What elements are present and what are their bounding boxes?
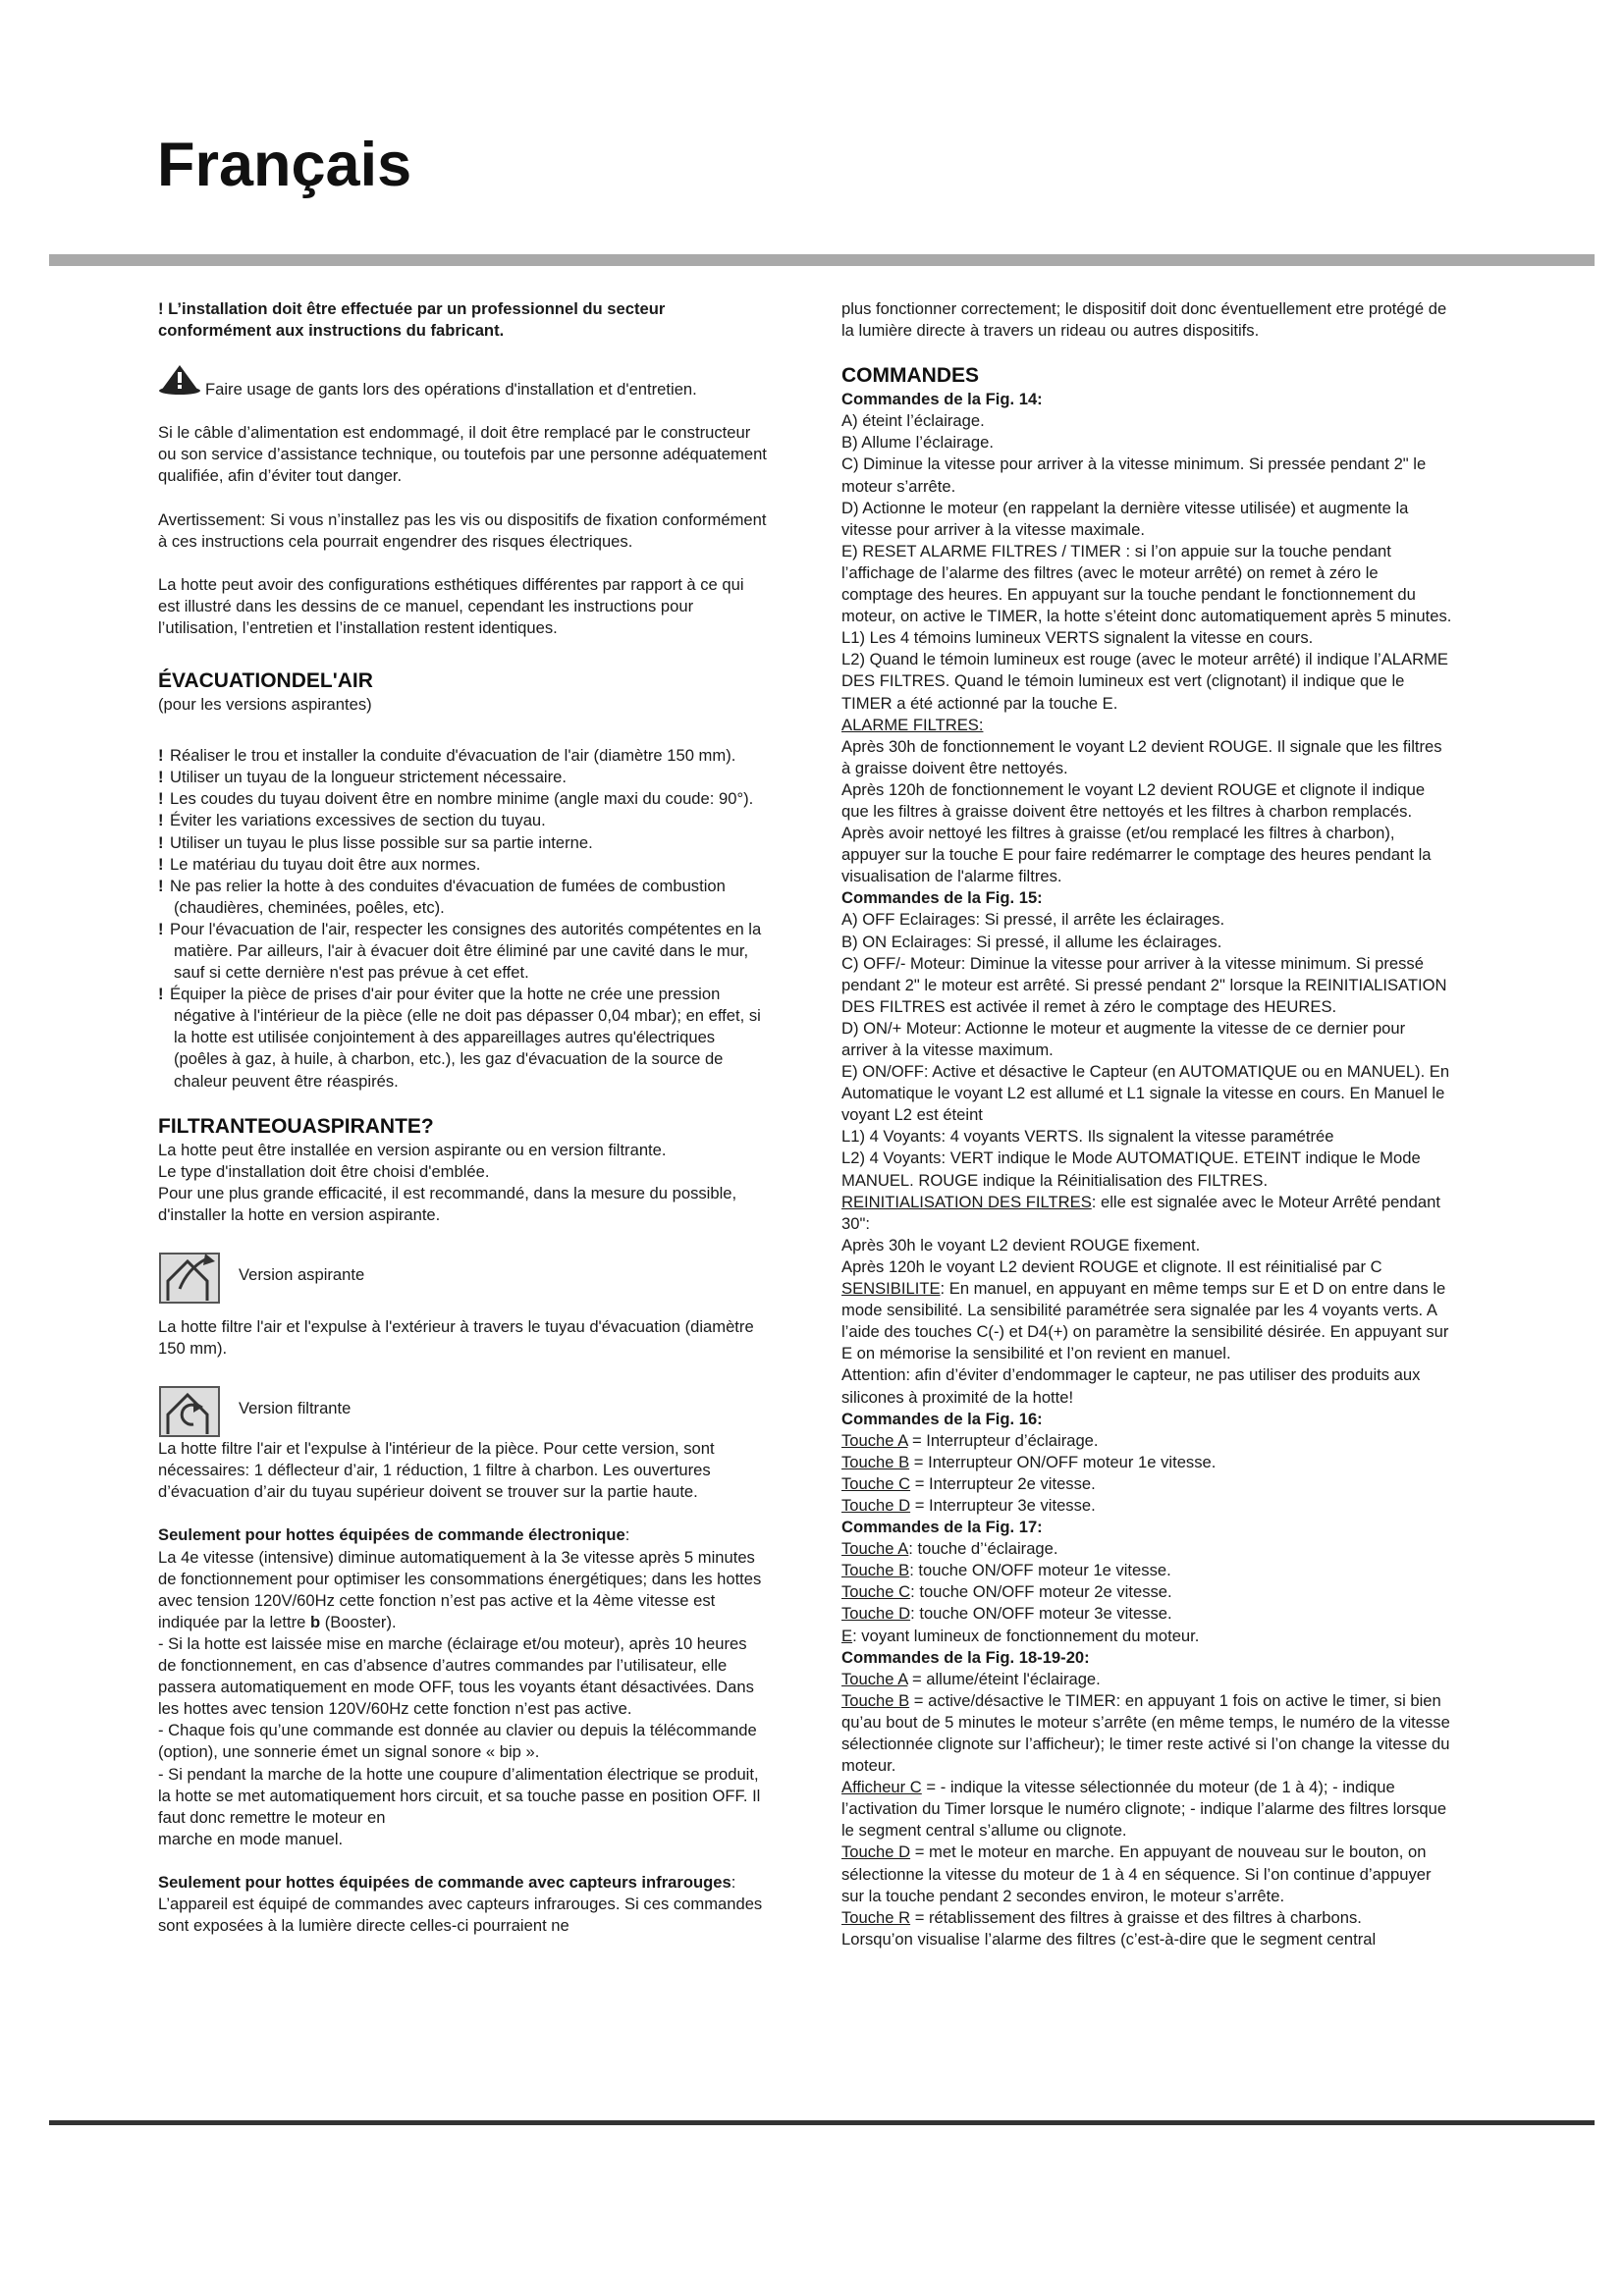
install-warning: ! L’installation doit être effectuée par un professionnel du secteur conformément aux instructions du fabricant. — [158, 299, 666, 341]
fig14-a: A) éteint l’éclairage. — [841, 411, 985, 431]
fig16-line: Touche C = Interrupteur 2e vitesse. — [841, 1473, 1096, 1493]
electronic-p3: - Chaque fois qu’une commande est donnée au clavier ou depuis la télécommande (option), une sonnerie émet un signal sonore « bip ». — [158, 1721, 757, 1762]
fig15-b: B) ON Eclairages: Si pressé, il allume les éclairages. — [841, 932, 1222, 951]
list-item: ! Éviter les variations excessives de section du tuyau. — [158, 811, 546, 830]
aspirante-label: Version aspirante — [239, 1264, 365, 1284]
fig15-a: A) OFF Eclairages: Si pressé, il arrête les éclairages. — [841, 910, 1225, 930]
infrared-heading: Seulement pour hottes équipées de commande avec capteurs infrarouges: — [158, 1872, 736, 1892]
filtrante-p3: Pour une plus grande efficacité, il est recommandé, dans la mesure du possible, d'installer la hotte en version aspirante. — [158, 1183, 737, 1224]
fig15-c: C) OFF/- Moteur: Diminue la vitesse pour arriver à la vitesse minimum. Si pressé pendant 2" le moteur est arrêté. Si pressé pendant 2" lorsque la REINITIALISATION DES FILTRES est activée il remet à zéro le comptage des HEURES. — [841, 953, 1447, 1016]
configs-paragraph: La hotte peut avoir des configurations esthétiques différentes par rapport à ce qui est illustré dans les dessins de ce manuel, cependant les instructions pour l’utilisation, l’entretien et l’installation restent identiques. — [158, 574, 744, 637]
aspirante-desc: La hotte filtre l'air et l'expulse à l'extérieur à travers le tuyau d'évacuation (diamètre 150 mm). — [158, 1317, 754, 1359]
list-item: ! Pour l'évacuation de l'air, respecter les consignes des autorités compétentes en la matière. Par ailleurs, l'air à évacuer doit être éliminé par une cavité dans le mur, sauf si cette dernière n'est pas prévue à cet effet. — [158, 919, 762, 983]
fig14-heading: Commandes de la Fig. 14: — [841, 390, 1043, 409]
list-item: ! Le matériau du tuyau doit être aux normes. — [158, 854, 481, 874]
page-title: Français — [157, 131, 412, 199]
list-item: ! Réaliser le trou et installer la conduite d'évacuation de l'air (diamètre 150 mm). — [158, 746, 736, 766]
filtrante-hood-icon — [158, 1379, 229, 1438]
fig16-line: Touche D = Interrupteur 3e vitesse. — [841, 1495, 1096, 1515]
fig18-line: Touche D = met le moteur en marche. En appuyant de nouveau sur le bouton, on sélectionne la vitesse du moteur de 1 à 4 en séquence. Si l’on continue d’appuyer sur la touche pendant 2 secondes environ, le moteur s’arrête. — [841, 1842, 1432, 1905]
fig14-d: D) Actionne le moteur (en rappelant la dernière vitesse utilisée) et augmente la vitesse pour arriver à la vitesse maximale. — [841, 498, 1409, 539]
filtrante-p2: Le type d'installation doit être choisi d'emblée. — [158, 1161, 490, 1181]
fig14-c: C) Diminue la vitesse pour arriver à la vitesse minimum. Si pressée pendant 2" le moteur s’arrête. — [841, 454, 1427, 496]
fig16-line: Touche A = Interrupteur d’éclairage. — [841, 1430, 1099, 1450]
fig14-e: E) RESET ALARME FILTRES / TIMER : si l’on appuie sur la touche pendant l’affichage de l’alarme des filtres (avec le moteur arrêté) on remet à zéro le comptage des heures. En appuyant sur la touche pendant le fonctionnement du moteur, on active le TIMER, la hotte s’éteint donc automatiquement après 5 minutes. — [841, 541, 1452, 626]
reinit-paragraph: REINITIALISATION DES FILTRES: elle est signalée avec le Moteur Arrêté pendant 30": — [841, 1192, 1440, 1233]
list-item: ! Équiper la pièce de prises d'air pour éviter que la hotte ne crée une pression négative à l'intérieur de la pièce (elle ne doit pas dépasser 0,04 mbar); en effet, si la hotte est utilisée conjointement à des appareillages autres qu'électriques (poêles à gaz, à huile, à charbon, etc.), les gaz d'évacuation de la source de chaleur peuvent être réaspirés. — [158, 985, 761, 1091]
sensibilite-paragraph: SENSIBILITE: En manuel, en appuyant en même temps sur E et D on entre dans le mode sensibilité. La sensibilité paramétrée sera signalée par les 4 voyants verts. A l’aide des touches C(-) et D4(+) on paramètre la sensibilité désirée. En appuyant sur E on mémorise la sensibilité et l’on revient en manuel. — [841, 1279, 1449, 1363]
fig15-d: D) ON/+ Moteur: Actionne le moteur et augmente la vitesse de ce dernier pour arriver à la vitesse maximum. — [841, 1018, 1406, 1059]
gloves-text: Faire usage de gants lors des opérations d'installation et d'entretien. — [205, 380, 697, 400]
evacuation-subtitle: (pour les versions aspirantes) — [158, 695, 372, 715]
fig14-b: B) Allume l’éclairage. — [841, 433, 994, 453]
evacuation-list — [158, 745, 767, 1093]
fig18-line: Touche B = active/désactive le TIMER: en appuyant 1 fois on active le timer, si bien qu’au bout de 5 minutes le moteur s’arrête (en même temps, le numéro de la vitesse sélectionnée clignote sur l’afficheur); le timer reste activé si l’on change la vitesse du moteur. — [841, 1690, 1450, 1776]
list-item: ! Utiliser un tuyau le plus lisse possible sur sa partie interne. — [158, 832, 593, 852]
fig18-line: Afficheur C = - indique la vitesse sélectionnée du moteur (de 1 à 4); - indique l’activation du Timer lorsque le numéro clignote; - indique l’alarme des filtres lorsque le segment central s’allume ou clignote. — [841, 1778, 1447, 1841]
warning-triangle-icon — [158, 363, 201, 400]
infrared-p: L’appareil est équipé de commandes avec capteurs infrarouges. Si ces commandes sont exposées à la lumière directe celles-ci pourraient ne — [158, 1894, 763, 1936]
alarm-p1: Après 30h de fonctionnement le voyant L2 devient ROUGE. Il signale que les filtres à graisse doivent être nettoyés. — [841, 736, 1442, 777]
fig14-l2: L2) Quand le témoin lumineux est rouge (avec le moteur arrêté) il indique l’ALARME DES FILTRES. Quand le témoin lumineux est vert (clignotant) il indique que le TIMER a été actionné par la touche E. — [841, 650, 1448, 713]
fig18-line: Touche R = rétablissement des filtres à graisse et des filtres à charbons. — [841, 1907, 1362, 1927]
fig17-line: Touche C: touche ON/OFF moteur 2e vitesse. — [841, 1582, 1172, 1602]
filtrante-figure — [158, 1379, 767, 1438]
fig14-l1: L1) Les 4 témoins lumineux VERTS signalent la vitesse en cours. — [841, 628, 1314, 648]
continued-paragraph: plus fonctionner correctement; le dispositif doit donc éventuellement etre protégé de la lumière directe à travers un rideau ou autres dispositifs. — [841, 299, 1447, 341]
fig15-e: E) ON/OFF: Active et désactive le Capteur (en AUTOMATIQUE ou en MANUEL). En Automatique le voyant L2 est allumé et L1 signale la vitesse en cours. En Manuel le voyant L2 est éteint — [841, 1062, 1450, 1125]
last-line: Lorsqu’on visualise l’alarme des filtres (c’est-à-dire que le segment central — [841, 1929, 1377, 1949]
cable-paragraph: Si le câble d’alimentation est endommagé, il doit être remplacé par le constructeur ou son service d’assistance technique, ou toutefois par une personne adéquatement qualifiée, afin d’éviter tout danger. — [158, 423, 767, 486]
electronic-p4: - Si pendant la marche de la hotte une coupure d’alimentation électrique se produit, la hotte se met automatiquement hors circuit, et sa touche passe en position OFF. Il faut donc remettre le moteur en — [158, 1764, 761, 1827]
alarm-p3: Après avoir nettoyé les filtres à graisse (et/ou remplacé les filtres à charbon), appuyer sur la touche E pour faire redémarrer le comptage des heures pendant la visualisation de l'alarme filtres. — [841, 824, 1432, 886]
fig17-line: E: voyant lumineux de fonctionnement du moteur. — [841, 1626, 1200, 1645]
alarm-heading: ALARME FILTRES: — [841, 715, 984, 734]
aspirante-figure — [158, 1246, 767, 1305]
fig15-l1: L1) 4 Voyants: 4 voyants VERTS. Ils signalent la vitesse paramétrée — [841, 1127, 1334, 1147]
attention-paragraph: Attention: afin d’éviter d’endommager le capteur, ne pas utiliser des produits aux silicones à proximité de la hotte! — [841, 1365, 1421, 1407]
fig16-line: Touche B = Interrupteur ON/OFF moteur 1e vitesse. — [841, 1452, 1217, 1471]
filtrante-heading: FILTRANTEOUASPIRANTE? — [158, 1114, 434, 1138]
evacuation-heading: ÉVACUATIONDEL'AIR — [158, 669, 373, 693]
alarm-p2: Après 120h de fonctionnement le voyant L2 devient ROUGE et clignote il indique que les filtres à graisse doivent être nettoyés et les filtres à charbon remplacés. — [841, 779, 1426, 821]
footer-rule — [49, 2120, 1595, 2125]
list-item: ! Les coudes du tuyau doivent être en nombre minime (angle maxi du coude: 90°). — [158, 789, 754, 809]
electronic-p5: marche en mode manuel. — [158, 1829, 344, 1848]
commandes-heading: COMMANDES — [841, 364, 979, 388]
list-item: ! Utiliser un tuyau de la longueur strictement nécessaire. — [158, 768, 567, 787]
fig15-heading: Commandes de la Fig. 15: — [841, 888, 1043, 908]
fig15-l2: L2) 4 Voyants: VERT indique le Mode AUTOMATIQUE. ETEINT indique le Mode MANUEL. ROUGE indique la Réinitialisation des FILTRES. — [841, 1148, 1421, 1190]
electronic-p1: La 4e vitesse (intensive) diminue automatiquement à la 3e vitesse après 5 minutes de fonctionnement pour optimiser les consommations énergétiques; dans les hottes avec tension 120V/60Hz cette fonction n’est pas active et la 4ème vitesse est indiquée par la lettre b (Booster). — [158, 1547, 762, 1631]
filtrante-p1: La hotte peut être installée en version aspirante ou en version filtrante. — [158, 1140, 667, 1159]
header-rule — [49, 254, 1595, 266]
fig18-line: Touche A = allume/éteint l'éclairage. — [841, 1669, 1101, 1688]
fig17-line: Touche D: touche ON/OFF moteur 3e vitesse. — [841, 1604, 1172, 1624]
aspirante-hood-icon — [158, 1246, 229, 1305]
reinit-p2: Après 120h le voyant L2 devient ROUGE et clignote. Il est réinitialisé par C — [841, 1256, 1382, 1276]
fig17-heading: Commandes de la Fig. 17: — [841, 1518, 1043, 1537]
electronic-p2: - Si la hotte est laissée mise en marche (éclairage et/ou moteur), après 10 heures de fonctionnement, en cas d’absence d’autres commandes par l’utilisateur, elle passera automatiquement en mode OFF, tous les voyants étant désactivées. Dans les hottes avec tension 120V/60Hz cette fonction n’est pas active. — [158, 1633, 754, 1719]
electronic-heading: Seulement pour hottes équipées de commande électronique: — [158, 1525, 630, 1545]
reinit-p1: Après 30h le voyant L2 devient ROUGE fixement. — [841, 1235, 1201, 1255]
right-column — [841, 298, 1453, 1950]
fig16-heading: Commandes de la Fig. 16: — [841, 1409, 1043, 1428]
fig17-line: Touche B: touche ON/OFF moteur 1e vitesse. — [841, 1561, 1171, 1580]
gloves-line — [158, 363, 767, 400]
filtrante-label: Version filtrante — [239, 1399, 352, 1418]
filtrante-desc: La hotte filtre l'air et l'expulse à l'intérieur de la pièce. Pour cette version, sont nécessaires: 1 déflecteur d’air, 1 réduction, 1 filtre à charbon. Les ouvertures d’évacuation d’air du tuyau supérieur doivent se trouver sur la partie haute. — [158, 1439, 715, 1502]
fig18-heading: Commandes de la Fig. 18-19-20: — [841, 1647, 1090, 1667]
fig17-line: Touche A: touche d’‘éclairage. — [841, 1539, 1058, 1559]
list-item: ! Ne pas relier la hotte à des conduites d'évacuation de fumées de combustion (chaudières, cheminées, poêles, etc). — [158, 876, 726, 917]
screws-paragraph: Avertissement: Si vous n’installez pas les vis ou dispositifs de fixation conformément à ces instructions cela pourrait engendrer des risques électriques. — [158, 509, 767, 551]
left-column — [158, 298, 767, 1937]
